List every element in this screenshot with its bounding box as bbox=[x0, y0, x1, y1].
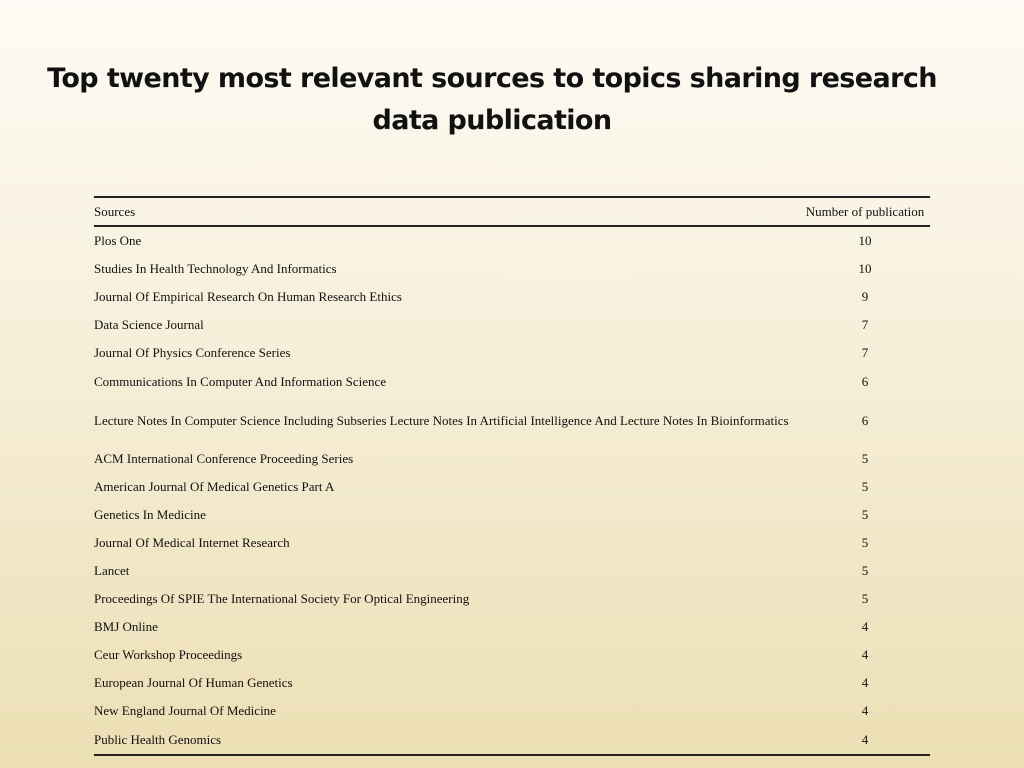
source-cell: ACM International Conference Proceeding Series bbox=[94, 450, 354, 466]
table-row bbox=[94, 529, 930, 557]
source-cell: Lancet bbox=[94, 562, 130, 578]
count-cell: 4 bbox=[861, 731, 869, 747]
header-sources: Sources bbox=[94, 203, 136, 219]
table-row bbox=[94, 585, 930, 613]
table-row bbox=[94, 367, 930, 395]
source-cell: Data Science Journal bbox=[94, 317, 204, 333]
count-cell: 5 bbox=[861, 534, 869, 550]
table-row bbox=[94, 339, 930, 367]
count-cell: 6 bbox=[861, 412, 869, 428]
source-cell: New England Journal Of Medicine bbox=[94, 703, 276, 719]
table-row bbox=[94, 311, 930, 339]
source-cell: BMJ Online bbox=[94, 619, 158, 635]
table-row bbox=[94, 283, 930, 311]
table-row bbox=[94, 255, 930, 283]
count-cell: 5 bbox=[861, 450, 869, 466]
count-cell: 4 bbox=[861, 675, 869, 691]
count-cell: 5 bbox=[861, 562, 869, 578]
sources-table-container bbox=[94, 196, 930, 756]
count-cell: 5 bbox=[861, 591, 869, 607]
source-cell: Public Health Genomics bbox=[94, 731, 222, 747]
count-cell: 7 bbox=[861, 317, 869, 333]
table-row bbox=[94, 445, 930, 473]
count-cell: 4 bbox=[861, 703, 869, 719]
header-number-of-publication: Number of publication bbox=[805, 203, 925, 219]
count-cell: 4 bbox=[861, 619, 869, 635]
table-row bbox=[94, 473, 930, 501]
source-cell: American Journal Of Medical Genetics Part A bbox=[94, 478, 335, 494]
source-cell: Plos One bbox=[94, 233, 142, 249]
count-cell: 5 bbox=[861, 478, 869, 494]
count-cell: 7 bbox=[861, 345, 869, 361]
slide-title-line-2: data publication bbox=[372, 105, 612, 136]
count-cell: 10 bbox=[858, 261, 872, 277]
table-row bbox=[94, 669, 930, 697]
table-row bbox=[94, 641, 930, 669]
count-cell: 6 bbox=[861, 373, 869, 389]
source-cell: European Journal Of Human Genetics bbox=[94, 675, 293, 691]
table-row bbox=[94, 501, 930, 529]
table-row bbox=[94, 613, 930, 641]
source-cell: Journal Of Physics Conference Series bbox=[94, 345, 291, 361]
table-row bbox=[94, 697, 930, 725]
source-cell: Journal Of Empirical Research On Human Research Ethics bbox=[94, 289, 402, 305]
sources-table bbox=[94, 196, 930, 756]
source-cell: Lecture Notes In Computer Science Including Subseries Lecture Notes In Artificial Intelligence And Lecture Notes In Bioinformatics bbox=[94, 412, 789, 428]
source-cell: Communications In Computer And Information Science bbox=[94, 373, 387, 389]
table-row bbox=[94, 396, 930, 445]
table-row bbox=[94, 557, 930, 585]
source-cell: Journal Of Medical Internet Research bbox=[94, 534, 290, 550]
source-cell: Proceedings Of SPIE The International Society For Optical Engineering bbox=[94, 591, 470, 607]
count-cell: 4 bbox=[861, 647, 869, 663]
source-cell: Ceur Workshop Proceedings bbox=[94, 647, 243, 663]
source-cell: Genetics In Medicine bbox=[94, 506, 206, 522]
table-row bbox=[94, 726, 930, 755]
count-cell: 10 bbox=[858, 233, 872, 249]
count-cell: 5 bbox=[861, 506, 869, 522]
slide-title bbox=[44, 58, 940, 142]
count-cell: 9 bbox=[861, 289, 869, 305]
table-row bbox=[94, 226, 930, 255]
slide-title-line-1: Top twenty most relevant sources to topics sharing research bbox=[47, 63, 937, 94]
table-header-row bbox=[94, 197, 930, 226]
source-cell: Studies In Health Technology And Informatics bbox=[94, 261, 337, 277]
